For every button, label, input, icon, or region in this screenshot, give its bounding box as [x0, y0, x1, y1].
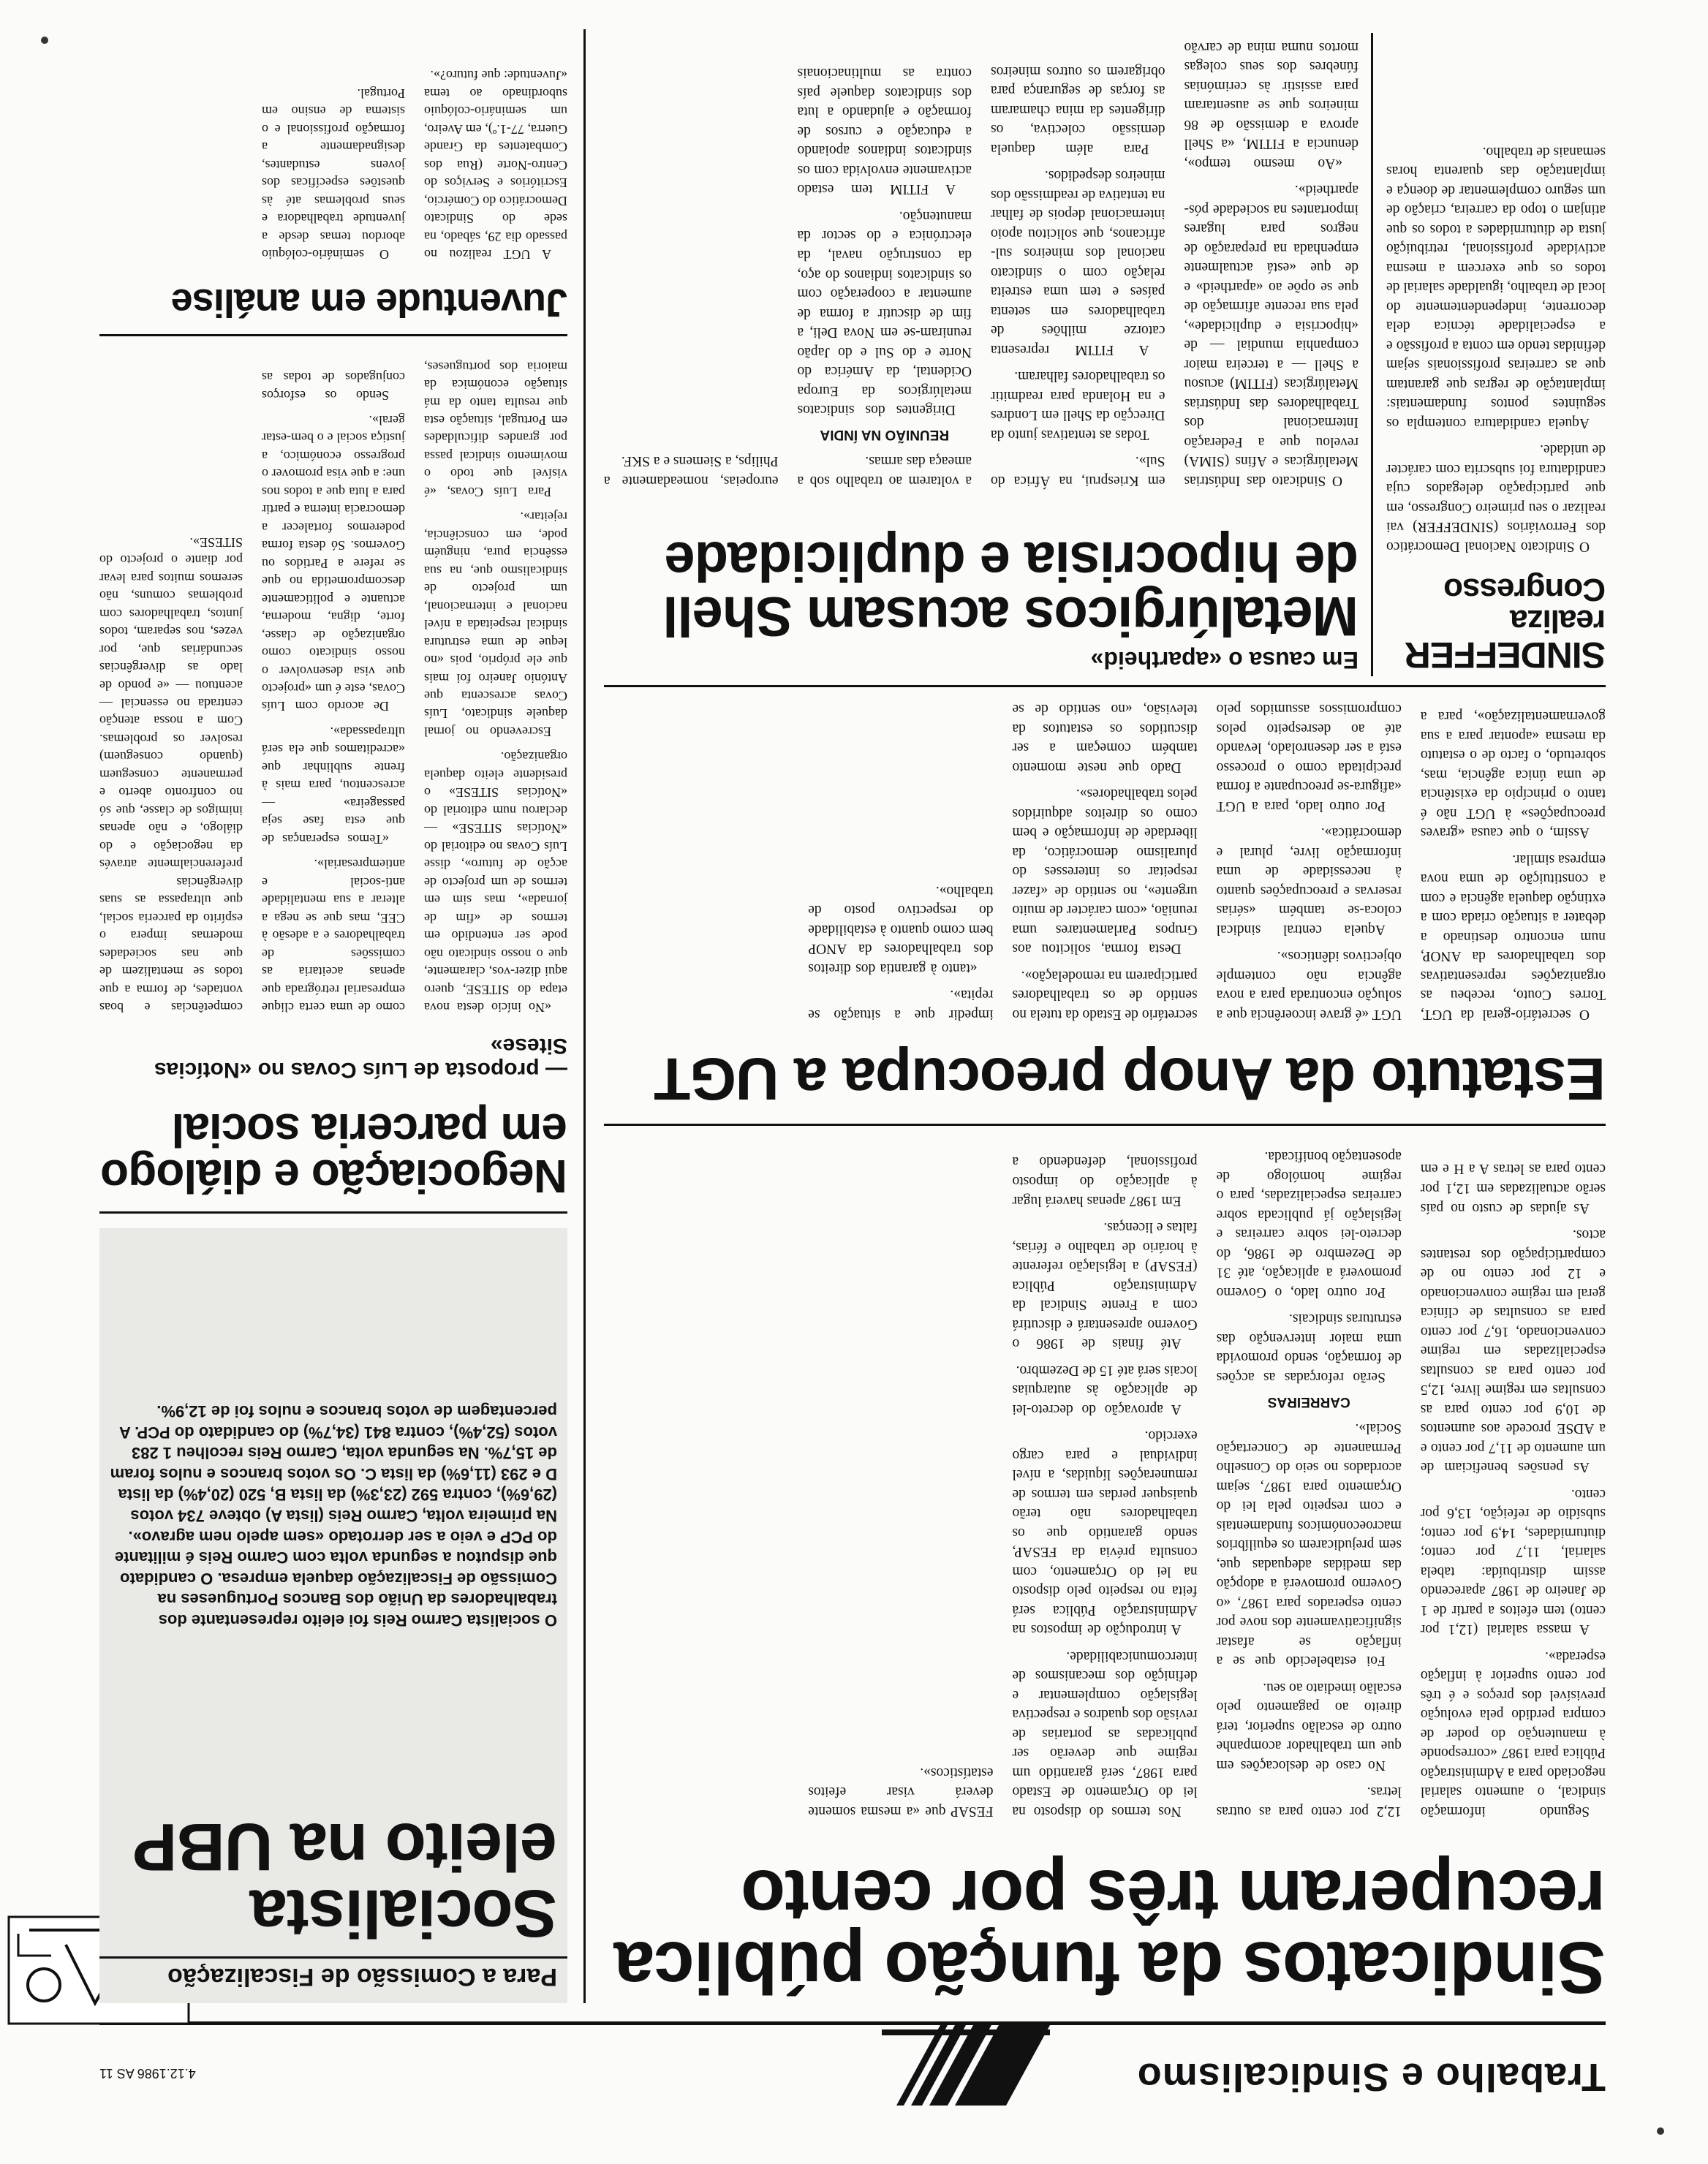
paragraph: A aprovação do decreto-lei de aplicação às autarquias locais será até 15 de Dezembro.: [1012, 1362, 1198, 1417]
paragraph: Escrevendo no jornal daquele sindicato, Luís Covas acrescenta que António Janeiro foi mais que ele próprio, pois «no leque de uma estrutura sindical respeitada a nível nacional e internacional, um projecto de sindicalismo que, na sua essência pura, ninguém pode, em consciência, rejeitar».: [424, 510, 567, 739]
paragraph: O Sindicato Nacional Democrático dos Ferroviários (SINDEFFER) vai realizar o seu primeiro Congresso, em que participação delegados cuja candidatura foi subscrita com carácter de unidade.: [1386, 442, 1606, 554]
divider: [604, 1124, 1606, 1126]
paragraph: A introdução de impostos na Administração Pública será feita no respeito pelo disposto na lei do Orçamento, com consulta prévia da FESAP, sendo garantido que os trabalhadores não terão quaisquer perdas em termos de remunerações líquidas, a nível individual e para cargo exercido.: [1012, 1428, 1198, 1638]
headline-juventude: Juventude em análise: [171, 281, 567, 325]
paragraph: Aquela candidatura contempla os seguintes pontos fundamentais: implantação de regras que garantam que as carreiras profissionais sejam definidas tendo em conta a profissão e a especialidade técnica dela decorrente, independentemente do local de trabalho, igualdade salarial de todos os que exercem a mesma actividade profissional, retribuição justa de diuturnidades a todos os que atinjam o topo da carreira, criação de um seguro complementar de doença e implantação das quarenta horas semanais de trabalho.: [1386, 143, 1606, 431]
paragraph: Todas as tentativas junto da Direcção da Shell em Londres e na Holanda para readmitir os trabalhadores falharam.: [991, 368, 1165, 442]
paragraph: O secretário-geral da UGT, Torres Couto, recebeu as organizações representativas dos trabalhadores da ANOP, num encontro destinado a debater a situação criada com a extinção daquela agência e com a constituição de uma nova empresa similar.: [1420, 851, 1606, 1022]
paragraph: Assim, o que causa «graves preocupações» à UGT não é tanto o princípio da existência de uma única agência, mas, sobretudo, o facto de o estatuto da mesma «apontar para a sua governamentalização», para a UGT «é grave incoerência que a solução encontrada para a nova agência não contemple objectivos idênticos».: [1216, 708, 1606, 1022]
paragraph: Dirigentes dos sindicatos metalúrgicos da Europa Ocidental, da América do Norte e do Sul e do Japão reuniram-se em Nova Deli, a fim de discutir a forma de aumentar a cooperação com os sindicatos indianos do aço, da construção naval, da electrónica e do sector da manutenção.: [797, 208, 972, 418]
headline-negociacao: Negociação e diálogo em parceria social: [101, 1104, 567, 1203]
paragraph: A UGT realizou no passado dia 29, sábado, na sede do Sindicato Democrático do Comércio, Escritórios e Serviços do Centro-Norte (Rua dos Combatentes da Grande Guerra, 77-1.º), em Aveiro, um seminário-colóquio subordinado ao tema «Juventude: que futuro?».: [424, 68, 567, 262]
paragraph: Nos termos do disposto na lei do Orçamento de Estado para 1987, será garantido um regime que deverão ser publicadas as portarias de revisão dos quadros e respectiva legislação complementar e definição dos mecanismos de intercomunicabilidade.: [1012, 1648, 1198, 1819]
article-sindicatos: [604, 1855, 1606, 2008]
paragraph: «tanto à garantia dos direitos dos trabalhadores da ANOP bem como quanto à estabilidade do respectivo posto de trabalho».: [808, 882, 994, 976]
headline-sindicatos: Sindicatos da função pública recuperam três por cento: [614, 1855, 1606, 2008]
body-sindicatos: [604, 1133, 1606, 1820]
paragraph: As ajudas de custo no país serão actualizadas em 12,1 por cento para as letras A a H e em 12,2 por cento para as outras letras.: [1216, 1161, 1606, 1819]
kicker-negociacao: — proposta de Luís Covas no «Notícias Sitese»: [154, 1034, 567, 1082]
scan-mark: [41, 37, 48, 44]
paragraph: No caso de deslocações em que um trabalhador acompanhe outro de escalão superior, terá direito ao pagamento pelo escalão imediato ao seu.: [1216, 1679, 1402, 1773]
paragraph: Dado que neste momento também começam a ser discutidos os estatutos da televisão, «no sentido de se impedir que a situação se repita».: [808, 701, 1198, 1022]
paragraph: O seminário-colóquio abordou temas desde a juventude trabalhadora e seus problemas até às questões específicas dos jovens estudantes, designadamente a formação profissional e o sistema de ensino em Portugal.: [262, 86, 405, 262]
paragraph: As pensões beneficiam de um aumento de 11,7 por cento e a ADSE procede aos aumentos de 10,9 por cento para as consultas em regime livre, 12,5 por cento para as consultas especializadas em regime convencionado, 16,7 por cento para as consultas de clínica geral em regime convencionado e 12 por cento no de comparticipação dos restantes actos.: [1420, 1227, 1606, 1475]
subhead-reuniao-india: REUNIÃO NA ÍNDIA: [820, 426, 950, 442]
section-stripes-graphic: [882, 2025, 1050, 2106]
paragraph: Em 1987 apenas haverá lugar à aplicação do imposto profissional, defendendo a FESAP que «a mesma somente deverá visar efeitos estatísticos».: [808, 1154, 1198, 1819]
scan-mark: [1657, 2127, 1664, 2135]
paragraph: Para além daquela demissão colectiva, os dirigentes da mina chamaram as forças de segurança para obrigarem os outros mineiros a voltarem ao trabalho sob a ameaça das armas.: [797, 63, 1165, 488]
body-negociacao: [99, 351, 567, 1016]
paragraph: Sendo os esforços conjugados de todas as competências e boas vontades, de forma a que todos se mentalizem de que nas sociedades modernas impera o espírito da parceria social, que ultrapassa as suas divergências preferencialmente através da negociação e do diálogo, e não apenas inimigos de classe, que só no confronto aberto e permanente conseguem (quando conseguem) resolver os problemas. Com a nossa atenção centrada no essencial — acentuou — «e pondo de lado as divergências secundárias que, por vezes, nos separam, todos juntos, trabalhadores com problemas comuns, não seremos muitos para levar por diante o projecto do SITESE».: [99, 370, 405, 1015]
paragraph: A massa salarial (12,1 por cento) tem efeitos a partir de 1 de Janeiro de 1987 aparecendo assim distribuída: tabela salarial, 11,7 por cento; diuturnidades, 14,9 por cento; subsídio de refeição, 13,6 por cento.: [1420, 1486, 1606, 1638]
divider: [99, 1211, 567, 1214]
article-sindeffer: [1386, 571, 1606, 676]
body-anop: [604, 695, 1606, 1024]
divider: [99, 334, 567, 336]
paragraph: A FITIM representa catorze milhões de trabalhadores em setenta países e tem uma estreita relação com o sindicato nacional dos mineiros sul-africanos, que solicitou apoio internacional depois de falhar na tentativa de readmissão dos mineiros despedidos.: [991, 167, 1165, 357]
section-header: [99, 2021, 1606, 2113]
paragraph: Serão reforçadas as acções de formação, sendo promovida uma maior intervenção das estruturas sindicais.: [1216, 1311, 1402, 1385]
kicker-socialista: Para a Comissão de Fiscalização: [99, 1956, 567, 2003]
paragraph: Aquela central sindical coloca-se também «sérias reservas e preocupações quanto à necessidade de uma informação livre, plural e democrática».: [1216, 825, 1402, 937]
paragraph: Até finais de 1986 o Governo apresentará e discutirá com a Frente Sindical da Administração Pública (FESAP) a legislação referente à horário de trabalho e férias, faltas e licenças.: [1012, 1219, 1198, 1352]
headline-sindeffer-sub: realiza Congresso: [1444, 571, 1606, 639]
article-socialista: [99, 1638, 567, 2003]
section-title: Trabalho e Sindicalismo: [1136, 2055, 1606, 2099]
headline-metalurgicos: Metalúrgicos acusam Shell de hipocrisia e duplicidade: [663, 530, 1359, 647]
lead-socialista: O socialista Carmo Reis foi eleito representante dos trabalhadores da União dos Bancos Portugueses na Comissão de Fiscalização daquela empresa. O candidato que disputou a segunda volta com Carmo Reis é militante do PCP e veio a ser derrotado «sem apelo nem agravo». Na primeira volta, Carmo Reis (lista A) obteve 734 votos (29,6%), contra 592 (23,3%) da lista B, 520 (20,4%) da lista D e 293 (11,6%) da lista C. Os votos brancos e nulos foram de 15,7%. Na segunda volta, Carmo Reis recolheu 1 283 votos (52,4%), contra 841 (34,7%) do candidato do PCP. A percentagem de votos brancos e nulos foi de 12,9%.: [99, 1228, 567, 1638]
headline-sindeffer: SINDEFFER: [1405, 635, 1606, 676]
paragraph: Para Luís Covas, «é visível que todo o movimento sindical passa por grandes dificuldades em Portugal, situação esta que resulta tanto da má situação económica da maioria dos portugueses, como de uma certa clique empresarial retrógrada que apenas aceitaria as comissões de trabalhadores e a adesão à CEE, mas que se nega a alterar a sua mentalidade anti-social e antiempresarial».: [262, 359, 567, 1015]
paragraph: «Temos esperanças de que esta fase seja passageira» — acrescentou, para mais à frente sublinhar que «acreditamos que ela será ultrapassada».: [262, 724, 405, 847]
divider: [583, 29, 586, 2003]
paragraph: Desta forma, solicitou aos Grupos Parlamentares uma reunião, «com carácter de muito urgente», no sentido de «fazer respeitar os interesses do pluralismo democrático, da liberdade de informação e bem como os direitos adquiridos pelos trabalhadores».: [1012, 786, 1198, 957]
article-metalurgicos: [604, 530, 1359, 673]
headline-anop: Estatuto da Anop preocupa a UGT: [654, 1045, 1606, 1112]
paragraph: Por outro lado, para a UGT «afigura-se preocupante a forma precipitada como o processo está a ser desenrolado, levando até ao desrespeito pelos compromissos assumidos pelo secretário de Estado da tutela no sentido de os trabalhadores participarem na remodelação».: [1012, 701, 1402, 1022]
paragraph: «No início desta nova etapa do SITESE, quero aqui dizer-vos, claramente, que o nosso sindicato não pode ser entendido em termos de «fim de jornada», mas sim em termos de um projecto de acção de futuro», disse Luís Covas no editorial do «Notícias SITESE» — declarou num editorial do «Notícias SITESE» o presidente eleito daquela organização.: [424, 749, 567, 1015]
paragraph: «Ao mesmo tempo», denuncia a FITIM, «a Shell aprova a demissão de 86 mineiros que se ausentaram para assistir às cerimónias fúnebres dos seus colegas mortos numa mina de carvão em Kriesprui, na África do Sul».: [991, 39, 1359, 488]
subhead-carreiras: CARREIRAS: [1267, 1393, 1350, 1410]
body-sindeffer: [1386, 58, 1606, 556]
headline-socialista: Socialista eleito na UBP: [132, 1809, 557, 1951]
paragraph: Por outro lado, o Governo promoverá a aplicação, até 31 de Dezembro de 1986, do decreto-lei sobre carreiras e legislação já publicada sobre carreiras especializadas, para o regime homólogo de aposentação bonificada.: [1216, 1149, 1402, 1300]
paragraph: De acordo com Luís Covas, este é um «projecto que visa desenvolver o nosso sindicato como organização de classe, forte, digna, moderna, actuante e politicamente descomprometida no que se refere a Partidos ou Governos. Só desta forma poderemos fortalecer a democracia interna e partir para a luta que a todos nos une: a que visa promover o progresso económico, a justiça social e o bem-estar geral».: [262, 413, 405, 714]
body-juventude: [99, 29, 567, 263]
date-stamp: 4.12.1986 AS 11: [99, 2066, 196, 2081]
paragraph: O Sindicato das Indústrias Metalúrgicas e Afins (SIMA) revelou que a Federação Internacional dos Trabalhadores das Indústrias Metalúrgicas (FITIM) acusou a Shell — a terceira maior companhia mundial — de «hipocrisia e duplicidade», pela sua recente afirmação de que se opõe ao «apartheid» e de que «está actualmente empenhada na preparação de negros para lugares importantes na sociedade pós-apartheid».: [1184, 182, 1359, 488]
paragraph: Foi estabelecido que se a inflação se afastar significativamente dos nove por cento esperados para 1987, «o Governo promoverá a adopção das medidas adequadas que, sem prejudicarem os equilíbrios macroeconómicos fundamentais e com respeito pela lei do Orçamento para 1987, sejam acordados no seio do Conselho Permanente de Concertação Social».: [1216, 1420, 1402, 1669]
kicker-metalurgicos: Em causa o «apartheid»: [1090, 647, 1359, 673]
body-metalurgicos: [604, 37, 1359, 490]
paragraph: Segundo informação sindical, o aumento salarial negociado para a Administração Pública para 1987 «corresponde à manutenção do poder de compra perdido pela evolução previsível dos preços e é três por cento superior à inflação esperada».: [1420, 1648, 1606, 1819]
divider: [1371, 33, 1373, 676]
paragraph: A FITIM tem estado activamente envolvida com os sindicatos indianos apoiando a educação e cursos de formação e ajudando a luta dos sindicatos daquele país contra as multinacionais europeias, nomeadamente a Philips, a Siemens e a SKF.: [604, 65, 972, 488]
divider: [604, 685, 1606, 687]
